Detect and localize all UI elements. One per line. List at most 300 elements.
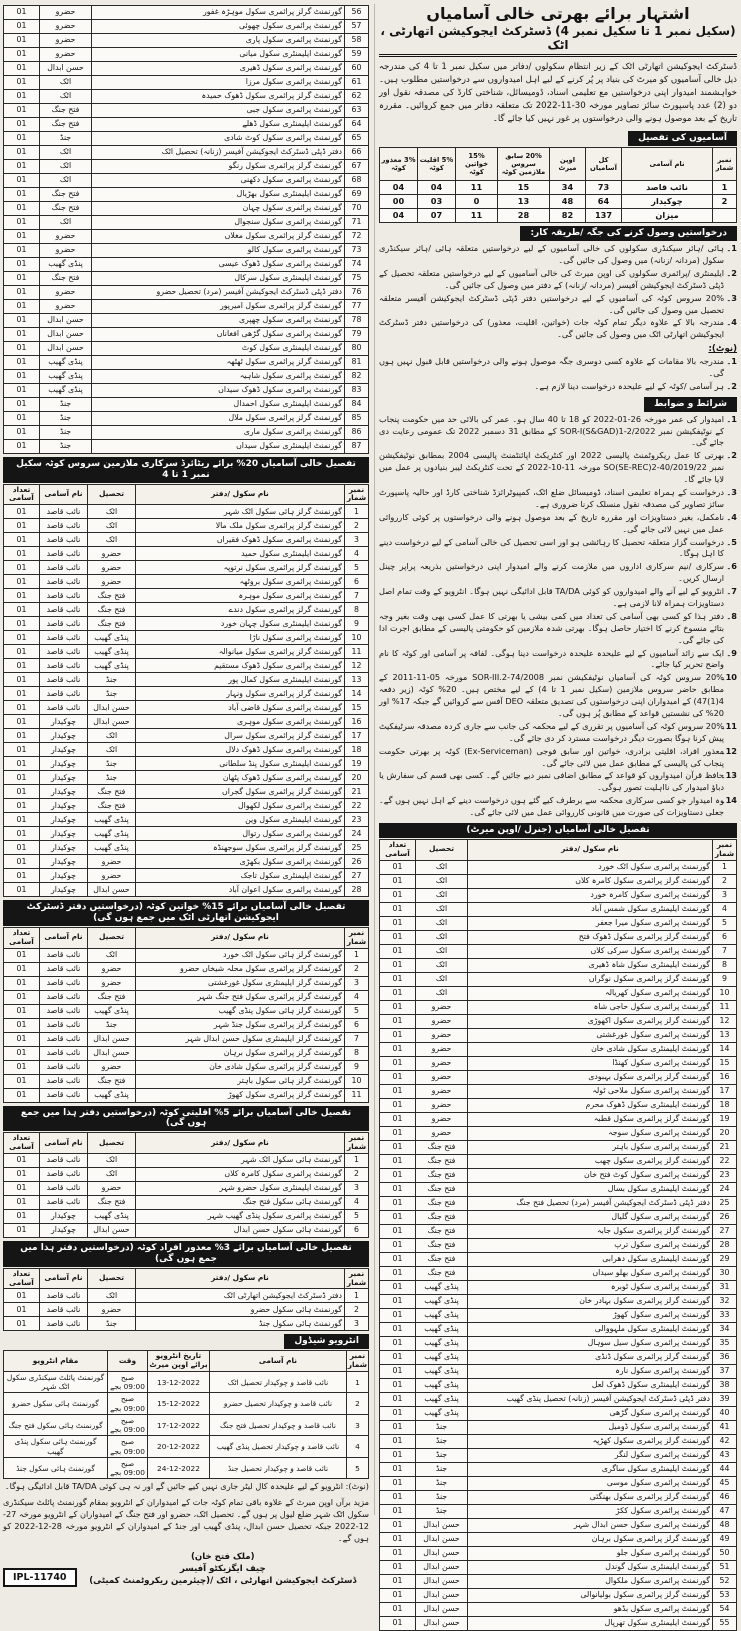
cell-tehsil: حسن ابدال (88, 701, 136, 715)
cell-count: 01 (380, 1392, 416, 1406)
cell-school: گورنمنٹ پرائمری سکول ڈھیری (92, 62, 345, 76)
cell-post: نائب قاصد (40, 701, 88, 715)
cell-count: 01 (380, 1238, 416, 1252)
cell-school: گورنمنٹ گرلز پرائمری سکول ڈھوک حمیدہ (92, 90, 345, 104)
cell-tehsil: اٹک (416, 860, 468, 874)
cell-no: 9 (345, 1060, 369, 1074)
cell-q20: 28 (498, 209, 550, 223)
cell-tehsil: پنڈی گھیب (88, 631, 136, 645)
cell-count: 01 (4, 603, 40, 617)
cell-count: 01 (380, 1448, 416, 1462)
table-row (380, 1336, 737, 1350)
table-row (380, 1070, 737, 1084)
cell-no: 18 (713, 1098, 737, 1112)
list-item: مندرجہ بالا کے علاوہ دیگر تمام کوٹہ جات (خواتین، اقلیت، معذور) کی درخواستیں دفتر ڈسٹرکٹ ایجوکیشن اتھارٹی اٹک میں وصول کی جائیں گی۔ (379, 317, 724, 340)
table-row (4, 589, 369, 603)
table-row (4, 1074, 369, 1088)
cell-tehsil: پنڈی گھیب (40, 384, 92, 398)
cell-tehsil: فتح جنگ (416, 1168, 468, 1182)
cell-tehsil: فتح جنگ (88, 617, 136, 631)
cell-school: گورنمنٹ پرائمری سکول موہری (136, 715, 345, 729)
table-row (4, 286, 369, 300)
table-row (4, 1004, 369, 1018)
cell-no: 17 (713, 1084, 737, 1098)
cell-count: 01 (4, 1224, 40, 1238)
cell-no: 49 (713, 1532, 737, 1546)
table-row (4, 342, 369, 356)
table-row (380, 902, 737, 916)
cell-school: گورنمنٹ گرلز پرائمری سکول بولیانوالی (468, 1588, 713, 1602)
cell-post: چوکیدار (40, 757, 88, 771)
table-row (380, 181, 737, 195)
table-row (4, 785, 369, 799)
cell-no: 6 (345, 1018, 369, 1032)
table-row (380, 1588, 737, 1602)
table-row (4, 1018, 369, 1032)
table-row (4, 948, 369, 962)
cell-tehsil: فتح جنگ (88, 1196, 136, 1210)
list-item: مندرجہ بالا مقامات کے علاوہ کسی دوسری جگہ موصول ہونے والی درخواستیں قابل قبول نہیں ہوں گی۔ (379, 356, 724, 379)
cell-tehsil: پنڈی گھیب (416, 1406, 468, 1420)
cell-school: گورنمنٹ پرائمری سکول حاجی شاہ (468, 1000, 713, 1014)
cell-no: 18 (345, 743, 369, 757)
cell-school: گورنمنٹ ایلیمنٹری سکول ساگری (468, 1462, 713, 1476)
cell-count: 01 (380, 1588, 416, 1602)
cell-no: 10 (713, 986, 737, 1000)
cell-no: 80 (345, 342, 369, 356)
cell-post: نائب قاصد (40, 687, 88, 701)
cell-school: گورنمنٹ ہائی سکول اٹک شہر (136, 1154, 345, 1168)
cell-q15: 0 (456, 195, 498, 209)
cell-count: 01 (380, 1560, 416, 1574)
cell-count: 01 (4, 412, 40, 426)
cell-no: 3 (347, 1414, 369, 1436)
cell-no: 3 (713, 888, 737, 902)
cell-tehsil: اٹک (88, 1168, 136, 1182)
cell-tehsil: پنڈی گھیب (88, 841, 136, 855)
cell-no: 29 (713, 1252, 737, 1266)
table-row (4, 976, 369, 990)
cell-school: گورنمنٹ ایلیمنٹری سکول احمدال (92, 398, 345, 412)
cell-count: 01 (4, 990, 40, 1004)
cell-school: گورنمنٹ گرلز پرائمری سکول ملک مالا (136, 519, 345, 533)
cell-post: نائب قاصد (40, 1317, 88, 1331)
cell-school: گورنمنٹ گرلز پرائمری سکول کامرہ کلاں (468, 874, 713, 888)
cell-count: 01 (4, 1303, 40, 1317)
cell-tehsil: جنڈ (88, 1018, 136, 1032)
cell-count: 01 (4, 426, 40, 440)
cell-count: 01 (4, 272, 40, 286)
cell-count: 01 (380, 1042, 416, 1056)
cell-no: 16 (345, 715, 369, 729)
cell-no: 48 (713, 1518, 737, 1532)
cell-tehsil: حسن ابدال (416, 1532, 468, 1546)
cell-tehsil: جنڈ (416, 1504, 468, 1518)
cell-tehsil: حضرو (416, 1014, 468, 1028)
cell-no: 26 (345, 855, 369, 869)
cell-no: 11 (345, 1088, 369, 1102)
cell-school: گورنمنٹ ایلیمنٹری سکول بھڑیال (92, 188, 345, 202)
cell-date: 13-12-2022 (148, 1371, 210, 1393)
cell-no: 26 (713, 1210, 737, 1224)
table-row (4, 1182, 369, 1196)
cell-tehsil: اٹک (416, 888, 468, 902)
cell-no: 82 (345, 370, 369, 384)
cell-school: گورنمنٹ ایلیمنٹری سکول سرکال (92, 272, 345, 286)
cell-no: 7 (713, 944, 737, 958)
cell-no: 85 (345, 412, 369, 426)
table-row (4, 188, 369, 202)
table-row (380, 1182, 737, 1196)
cell-count: 01 (4, 1060, 40, 1074)
cell-count: 01 (380, 1546, 416, 1560)
cell-school: گورنمنٹ ایلیمنٹری سکول ڈھوک محرم (468, 1098, 713, 1112)
cell-post: نائب قاصد و چوکیدار تحصیل پنڈی گھیب (210, 1436, 347, 1458)
cell-tehsil: حضرو (88, 962, 136, 976)
cell-count: 01 (4, 771, 40, 785)
cell-school: گورنمنٹ پرائمری سکول چھپری (92, 314, 345, 328)
cell-no: 83 (345, 384, 369, 398)
cell-no: 30 (713, 1266, 737, 1280)
cell-count: 01 (4, 687, 40, 701)
cell-date: 17-12-2022 (148, 1414, 210, 1436)
cell-post: نائب قاصد (40, 1060, 88, 1074)
cell-tehsil: پنڈی گھیب (416, 1350, 468, 1364)
cell-school: گورنمنٹ پرائمری سکول جلو (468, 1546, 713, 1560)
cell-no: 13 (713, 1028, 737, 1042)
table-row (380, 986, 737, 1000)
cell-no: 62 (345, 90, 369, 104)
column-header: نمبر شمار (345, 484, 369, 505)
cell-tehsil: فتح جنگ (40, 118, 92, 132)
table-row (4, 547, 369, 561)
list-item: ایک سے زائد آسامیوں کے لیے علیحدہ علیحدہ درخواست دینا ہوگی۔ لفافہ پر آسامی اور کوٹہ کا نام واضح تحریر کیا جائے۔ (379, 647, 724, 670)
cell-school: گورنمنٹ ایلیمنٹری سکول شادی خان (468, 1042, 713, 1056)
cell-school: گورنمنٹ پرائمری سکول ڈھوک پٹھان (136, 771, 345, 785)
cell-tehsil: حضرو (88, 575, 136, 589)
cell-tehsil: پنڈی گھیب (88, 645, 136, 659)
cell-no: 4 (345, 547, 369, 561)
cell-count: 01 (4, 799, 40, 813)
terms-list (379, 414, 737, 820)
cell-school: گورنمنٹ پرائمری سکول چہان (92, 202, 345, 216)
terms-section-label: شرائط و ضوابط (644, 397, 737, 412)
ipl-number-box: IPL-11740 (3, 1568, 77, 1587)
cell-no: 9 (713, 972, 737, 986)
cell-count: 01 (4, 715, 40, 729)
cell-school: گورنمنٹ ایلیمنٹری سکول ڈھوک لعل (468, 1378, 713, 1392)
cell-count: 01 (4, 948, 40, 962)
cell-count: 01 (380, 1294, 416, 1308)
cell-post: نائب قاصد و چوکیدار تحصیل حضرو (210, 1393, 347, 1415)
cell-count: 01 (4, 883, 40, 897)
cell-no: 11 (713, 1000, 737, 1014)
cell-count: 01 (4, 1154, 40, 1168)
cell-no: 28 (345, 883, 369, 897)
cell-school: گورنمنٹ گرلز پرائمری سکول ڈھوک فتح (468, 930, 713, 944)
cell-tehsil: حضرو (88, 561, 136, 575)
cell-tehsil: حضرو (40, 6, 92, 20)
cell-count: 01 (380, 1280, 416, 1294)
cell-count: 01 (380, 1574, 416, 1588)
cell-tehsil: حضرو (416, 1112, 468, 1126)
table-row (4, 48, 369, 62)
intro-paragraph: ڈسٹرکٹ ایجوکیشن اتھارٹی اٹک کے زیر انتظام سکولوں /دفاتر میں سکیل نمبر 1 تا 4 کی مندرجہ ذیل خالی آسامیوں کو میرٹ کی بنیاد پر پُر کرنے کے لیے اہل امیدواروں سے درخواستیں مطلوب ہیں۔ خواہشمند امیدوار اپنی درخواستیں مع تعلیمی اسناد، ڈومیسائل، شناختی کارڈ کی مصدقہ نقول اور دو (2) عدد پاسپورٹ سائز تصاویر مورخہ 30-11-2022 تک متعلقہ دفاتر میں جمع کروائیں۔ مقررہ تاریخ کے بعد موصول ہونے والی درخواستوں پر غور نہیں کیا جائے گا۔ (379, 62, 737, 124)
cell-tehsil: پنڈی گھیب (40, 258, 92, 272)
cell-count: 01 (380, 1014, 416, 1028)
cell-tehsil: اٹک (40, 90, 92, 104)
cell-count: 01 (380, 1252, 416, 1266)
table-row (4, 631, 369, 645)
table-row (4, 20, 369, 34)
column-header: نام سکول /دفتر (136, 1268, 345, 1289)
cell-school: گورنمنٹ پرائمری سکول ڈھوک عیسی (92, 258, 345, 272)
cell-count: 01 (380, 1378, 416, 1392)
cell-total: 64 (586, 195, 622, 209)
cell-count: 01 (380, 1056, 416, 1070)
table-row (4, 426, 369, 440)
cell-school: گورنمنٹ گرلز پرائمری سکول چھب (468, 1154, 713, 1168)
cell-tehsil: حضرو (416, 1042, 468, 1056)
cell-school: گورنمنٹ پرائمری سکول اعوان آباد (136, 883, 345, 897)
cell-post: چوکیدار (622, 195, 713, 209)
list-item: امیدوار کی عمر مورخہ 26-01-2022 کو 18 تا 40 سال ہو۔ عمر کی بالائی حد میں حکومت پنجاب کے نوٹیفکیشن نمبر SOR-I(S&GAD)1-2/2022 کے مطابق 31 دسمبر 2022 تک عمومی رعایت دی جائے گی۔ (379, 413, 724, 448)
cell-tehsil: اٹک (88, 948, 136, 962)
cell-count: 01 (4, 258, 40, 272)
cell-count: 01 (380, 1420, 416, 1434)
cell-school: گورنمنٹ پرائمری سکول قاضی آباد (136, 701, 345, 715)
cell-school: گورنمنٹ گرلز پرائمری سکول جابہ (468, 1224, 713, 1238)
cell-count: 01 (380, 1182, 416, 1196)
cell-no: 73 (345, 244, 369, 258)
table-row (4, 328, 369, 342)
cell-count: 01 (4, 1196, 40, 1210)
cell-tehsil: فتح جنگ (416, 1154, 468, 1168)
list-item: درخواست کے ہمراہ تعلیمی اسناد، ڈومیسائل ضلع اٹک، کمپیوٹرائزڈ شناختی کارڈ اور حالیہ پاسپورٹ سائز تصاویر کی مصدقہ نقول منسلک کرنا ضروری ہے۔ (379, 486, 724, 509)
cell-no: 24 (345, 827, 369, 841)
cell-school: گورنمنٹ پرائمری سکول بکھڑی (136, 855, 345, 869)
table-row (380, 1238, 737, 1252)
table-row (380, 1616, 737, 1630)
cell-count: 01 (380, 1000, 416, 1014)
table-row (380, 1210, 737, 1224)
cell-no: 20 (713, 1126, 737, 1140)
cell-count: 01 (4, 6, 40, 20)
cell-tehsil: جنڈ (416, 1420, 468, 1434)
table-row (4, 799, 369, 813)
cell-no: 45 (713, 1476, 737, 1490)
advert-header (379, 4, 737, 57)
cell-count: 01 (4, 1168, 40, 1182)
cell-no: 5 (347, 1457, 369, 1479)
cell-count: 01 (380, 1434, 416, 1448)
cell-no: 74 (345, 258, 369, 272)
interview-schedule-label: انٹرویو شیڈول (284, 1334, 369, 1349)
cell-tehsil: حسن ابدال (40, 62, 92, 76)
cell-school: گورنمنٹ ایلیمنٹری سکول سیداں (92, 440, 345, 454)
cell-count: 01 (4, 20, 40, 34)
cell-school: گورنمنٹ گرلز پرائمری سکول محلہ شیخاں حضرو (136, 962, 345, 976)
cell-tehsil: پنڈی گھیب (416, 1322, 468, 1336)
column-header: مقام انٹرویو (4, 1351, 108, 1372)
cell-school: گورنمنٹ پرائمری سکول بڈھو (468, 1602, 713, 1616)
cell-tehsil: پنڈی گھیب (88, 1210, 136, 1224)
cell-school: گورنمنٹ گرلز پرائمری سکول ونہار (136, 687, 345, 701)
cell-no: 25 (713, 1196, 737, 1210)
table-row (4, 258, 369, 272)
cell-count: 01 (4, 328, 40, 342)
table-row (4, 659, 369, 673)
cell-school: گورنمنٹ پرائمری سکول بروٹھہ (136, 575, 345, 589)
cell-no: 4 (347, 1436, 369, 1458)
column-header: نام آسامی (210, 1351, 347, 1372)
cell-post: چوکیدار (40, 799, 88, 813)
cell-count: 01 (380, 1126, 416, 1140)
cell-school: گورنمنٹ پرائمری سکول ڈومیل (468, 1420, 713, 1434)
cell-tehsil: حضرو (40, 48, 92, 62)
table-row (380, 888, 737, 902)
cell-tehsil: پنڈی گھیب (416, 1308, 468, 1322)
cell-school: گورنمنٹ پرائمری سکول موہرہ (136, 589, 345, 603)
table-row (380, 1364, 737, 1378)
cell-school: گورنمنٹ پرائمری سکول شاہیہ (92, 370, 345, 384)
table-row (380, 1154, 737, 1168)
list-item: انٹرویو کے لیے آنے والے امیدواروں کو کوئی TA/DA قابل ادائیگی نہیں ہوگا۔ انٹرویو کے وقت تمام اصل دستاویزات ہمراہ لانا لازمی ہے۔ (379, 586, 724, 608)
cell-open: 34 (550, 181, 586, 195)
cell-count: 01 (4, 356, 40, 370)
signature-block (77, 1551, 369, 1587)
cell-count: 01 (4, 547, 40, 561)
table-row (4, 1457, 369, 1479)
cell-school: گورنمنٹ گرلز ایلیمنٹری سکول غورغشتی (136, 976, 345, 990)
cell-no: 20 (345, 771, 369, 785)
cell-tehsil: فتح جنگ (88, 799, 136, 813)
cell-school: گورنمنٹ پرائمری سکول کوٹ فتح خان (468, 1168, 713, 1182)
cell-venue: گورنمنٹ ہائی سکول جنڈ (4, 1457, 108, 1479)
cell-no: 56 (345, 6, 369, 20)
cell-count: 01 (380, 1336, 416, 1350)
cell-no: 1 (713, 860, 737, 874)
table-row (4, 519, 369, 533)
table-row (4, 370, 369, 384)
column-header: نام سکول /دفتر (136, 484, 345, 505)
cell-count: 01 (380, 1308, 416, 1322)
cell-count: 01 (4, 1088, 40, 1102)
cell-count: 01 (4, 160, 40, 174)
cell-tehsil: حسن ابدال (416, 1518, 468, 1532)
cell-tehsil: اٹک (40, 146, 92, 160)
cell-school: گورنمنٹ پرائمری سکول ناڑا (136, 631, 345, 645)
cell-no: 69 (345, 188, 369, 202)
cell-school: گورنمنٹ ہائی سکول حضرو (136, 1303, 345, 1317)
cell-no: 14 (713, 1042, 737, 1056)
cell-school: گورنمنٹ پرائمری سکول کھوڑ (468, 1308, 713, 1322)
cell-count: 01 (4, 314, 40, 328)
table-row (380, 1504, 737, 1518)
table-row (4, 617, 369, 631)
cell-school: گورنمنٹ ایلیمنٹری سکول تاجک (136, 869, 345, 883)
cell-tehsil: جنڈ (416, 1462, 468, 1476)
procedure-list (379, 243, 737, 342)
cell-school: گورنمنٹ پرائمری سکول سنجوال (92, 216, 345, 230)
column-header: نمبر شمار (345, 927, 369, 948)
cell-school: گورنمنٹ پرائمری سکول ماری (92, 426, 345, 440)
cell-tehsil: پنڈی گھیب (40, 370, 92, 384)
cell-count: 01 (4, 519, 40, 533)
cell-count: 01 (380, 1140, 416, 1154)
cell-time: صبح 09:00 بجے (108, 1414, 148, 1436)
cell-school: گورنمنٹ گرلز ہائی سکول باہتر (136, 1074, 345, 1088)
table-row (380, 1378, 737, 1392)
cell-count: 01 (4, 1046, 40, 1060)
cell-post: چوکیدار (40, 1210, 88, 1224)
cell-time: صبح 09:00 بجے (108, 1393, 148, 1415)
interview-note: (نوٹ): انٹرویو کے لیے علیحدہ کال لیٹر جاری نہیں کیے جائیں گے اور نہ ہی کوئی TA/DA قابل ادائیگی ہوگا۔ (4, 1481, 369, 1492)
cell-count: 01 (380, 1602, 416, 1616)
table-row (4, 1317, 369, 1331)
cell-school: گورنمنٹ پرائمری سکول ملکوال (468, 1574, 713, 1588)
cell-no: 8 (713, 958, 737, 972)
cell-school: گورنمنٹ پرائمری سکول موسی (468, 1476, 713, 1490)
advert-subtitle: (سکیل نمبر 1 تا سکیل نمبر 4) ڈسٹرکٹ ایجوکیشن اتھارٹی ، اٹک (380, 24, 736, 52)
table-row (4, 104, 369, 118)
cell-no: 25 (345, 841, 369, 855)
cell-school: گورنمنٹ ایلیمنٹری سکول کمال پور (136, 673, 345, 687)
cell-no: 63 (345, 104, 369, 118)
cell-no: 81 (345, 356, 369, 370)
table-row (4, 757, 369, 771)
summary-section-label: آسامیوں کی تفصیل (628, 131, 737, 146)
cell-tehsil: اٹک (416, 916, 468, 930)
cell-count: 01 (380, 1322, 416, 1336)
table-row (4, 216, 369, 230)
cell-no: 5 (345, 561, 369, 575)
cell-no: 1 (345, 948, 369, 962)
cell-no: 86 (345, 426, 369, 440)
table-row (380, 1014, 737, 1028)
cell-q20: 15 (498, 181, 550, 195)
cell-tehsil: حسن ابدال (40, 342, 92, 356)
cell-no: 51 (713, 1560, 737, 1574)
table-row (4, 715, 369, 729)
column-header: 20% سابق سروس ملازمین کوٹہ (498, 148, 550, 181)
cell-count: 01 (4, 631, 40, 645)
cell-no: 71 (345, 216, 369, 230)
cell-post: نائب قاصد (40, 1004, 88, 1018)
cell-tehsil: فتح جنگ (88, 589, 136, 603)
column-header: اوپن میرٹ (550, 148, 586, 181)
cell-tehsil: حضرو (88, 976, 136, 990)
cell-tehsil: حضرو (416, 1098, 468, 1112)
cell-count: 01 (4, 827, 40, 841)
cell-count: 01 (380, 958, 416, 972)
cell-post: چوکیدار (40, 1224, 88, 1238)
cell-tehsil: حسن ابدال (416, 1574, 468, 1588)
table-row (4, 300, 369, 314)
cell-tehsil: حضرو (416, 1000, 468, 1014)
cell-no: 67 (345, 160, 369, 174)
table-row (380, 1042, 737, 1056)
cell-school: گورنمنٹ گرلز پرائمری سکول بہبودی (468, 1070, 713, 1084)
cell-school: گورنمنٹ پرائمری سکول کھریالہ (468, 986, 713, 1000)
women-quota-label: تفصیل خالی آسامیاں برائے 15% خواتین کوٹہ (درخواستیں دفتر ڈسٹرکٹ ایجوکیشن اتھارٹی اٹک میں جمع ہوں گی) (3, 900, 369, 926)
table-row (4, 1032, 369, 1046)
cell-school: گورنمنٹ پرائمری سکول مرزا (92, 76, 345, 90)
cell-tehsil: حضرو (40, 20, 92, 34)
column-header: تعداد آسامی (4, 1268, 40, 1289)
cell-open: 48 (550, 195, 586, 209)
cell-school: گورنمنٹ پرائمری سکول گڑھی (468, 1406, 713, 1420)
